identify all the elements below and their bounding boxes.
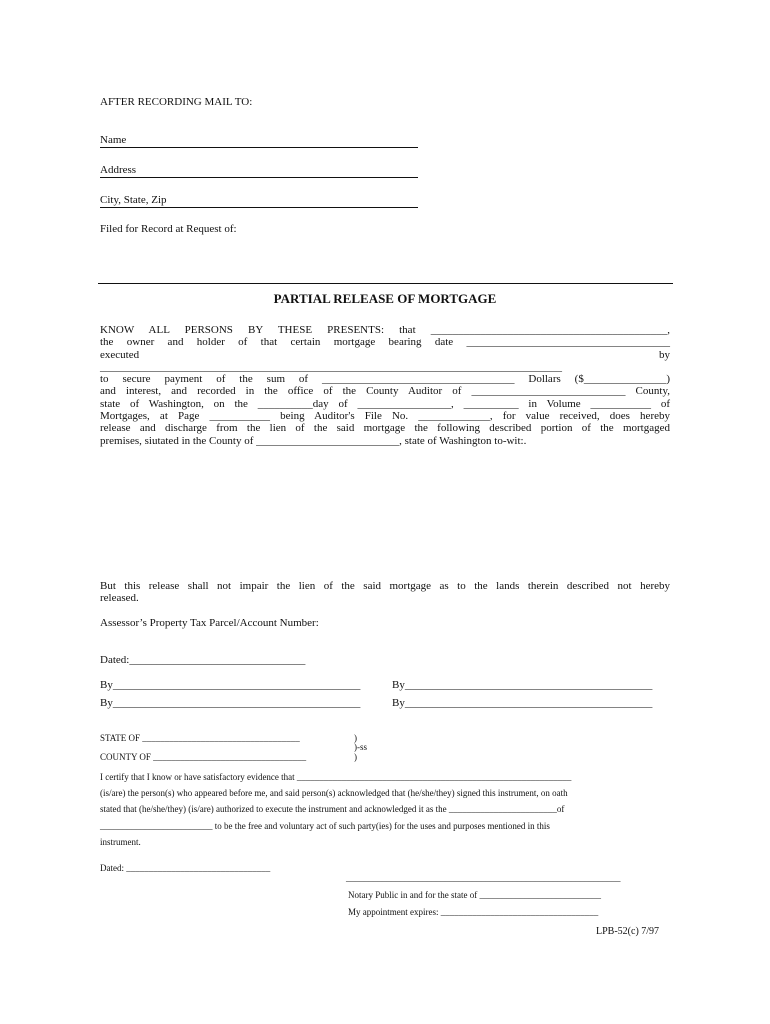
by-signature-right-2[interactable]: By_____________________________________________: [392, 697, 653, 709]
body-line: ____________________________________________________________________________________: [100, 360, 562, 373]
by-word: by: [659, 348, 670, 361]
certify-line: I certify that I know or have satisfactory evidence that _____________________________________________________________: [100, 772, 572, 782]
body-line: to secure payment of the sum of ___________________________________ Dollars ($_______________): [100, 373, 670, 386]
by-signature-left-1[interactable]: By_____________________________________________: [100, 679, 361, 691]
release-paragraph: [100, 324, 670, 447]
city-state-zip-label: City, State, Zip: [100, 194, 167, 206]
body-line: and interest, and recorded in the office of the County Auditor of ____________________________ County,: [100, 385, 670, 398]
state-of-field[interactable]: STATE OF ___________________________________: [100, 733, 300, 743]
impair-line: But this release shall not impair the lien of the said mortgage as to the lands therein described not hereby: [100, 580, 670, 592]
body-line: Mortgages, at Page ___________ being Auditor's File No. _____________, for value received, does hereby: [100, 410, 670, 423]
address-label: Address: [100, 164, 137, 176]
county-of-field[interactable]: COUNTY OF __________________________________: [100, 752, 307, 762]
body-line: KNOW ALL PERSONS BY THESE PRESENTS: that ___________________________________________,: [100, 324, 670, 336]
address-field[interactable]: [100, 163, 418, 178]
name-field[interactable]: [100, 133, 418, 148]
notary-public-line[interactable]: Notary Public in and for the state of ___________________________: [348, 890, 601, 900]
notary-dated-field[interactable]: Dated: ________________________________: [100, 863, 271, 873]
name-label: Name: [100, 134, 127, 146]
body-line: release and discharge from the lien of the said mortgage the following described portion of the mortgaged: [100, 422, 670, 435]
executed-word: executed: [100, 348, 140, 361]
notary-signature-line[interactable]: _____________________________________________________________: [346, 873, 621, 883]
parcel-number-label: Assessor’s Property Tax Parcel/Account Number:: [100, 617, 319, 629]
paren-bottom: ): [354, 752, 357, 762]
voluntary-act-line: _________________________ to be the free and voluntary act of such party(ies) for the uses and purposes mentioned in this: [100, 821, 550, 831]
filed-for-record-label: Filed for Record at Request of:: [100, 223, 237, 235]
section-divider: [98, 283, 673, 284]
impair-paragraph: [100, 580, 670, 605]
city-state-zip-field[interactable]: [100, 193, 418, 208]
acknowledgment-line: (is/are) the person(s) who appeared before me, and said person(s) acknowledged that (he/she/they) signed this instrument, on oath: [100, 788, 568, 798]
by-signature-left-2[interactable]: By_____________________________________________: [100, 697, 361, 709]
body-line: state of Washington, on the __________day of _________________, __________ in Volume ___________ of: [100, 397, 670, 410]
by-signature-right-1[interactable]: By_____________________________________________: [392, 679, 653, 691]
instrument-line: instrument.: [100, 837, 141, 847]
mail-to-heading: AFTER RECORDING MAIL TO:: [100, 96, 253, 108]
body-line-executed: [100, 349, 670, 361]
body-line: the owner and holder of that certain mortgage bearing date _____________________________________: [100, 336, 670, 349]
document-title: PARTIAL RELEASE OF MORTGAGE: [273, 291, 497, 306]
appointment-expires-line[interactable]: My appointment expires: ___________________________________: [348, 907, 599, 917]
dated-field[interactable]: Dated:________________________________: [100, 654, 306, 666]
form-id: LPB-52(c) 7/97: [596, 926, 660, 937]
authorization-line: stated that (he/she/they) (is/are) authorized to execute the instrument and acknowledged it as the ________________________of: [100, 804, 565, 814]
impair-line: released.: [100, 592, 139, 605]
paren-top: ): [354, 733, 357, 743]
paren-ss: )-ss: [354, 742, 367, 752]
body-line: premises, siutated in the County of __________________________, state of Washington to-wit:.: [100, 434, 527, 447]
